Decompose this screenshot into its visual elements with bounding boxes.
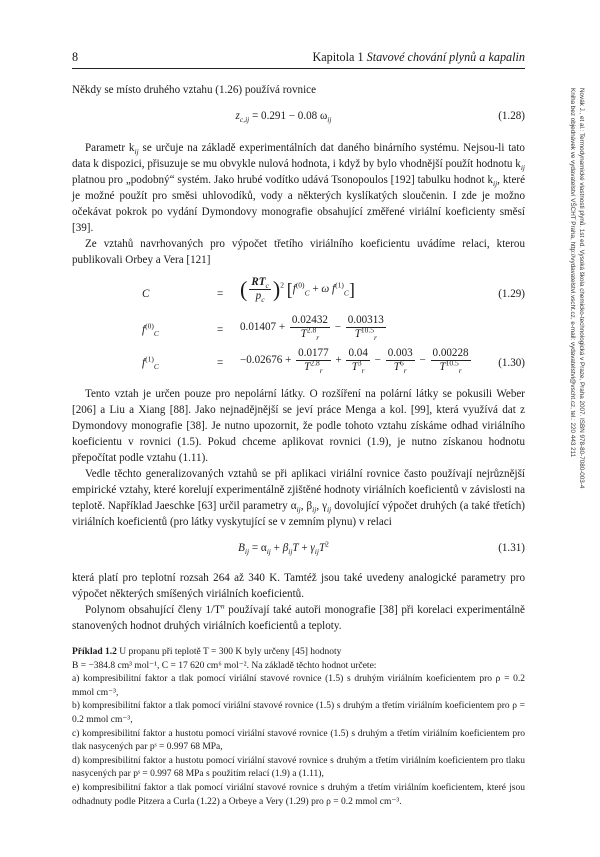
chapter-name: Stavové chování plynů a kapalin (366, 50, 525, 64)
example-values: B = −384.8 cm³ mol⁻¹, C = 17 620 cm⁶ mol⁻². Na základě těchto hodnot určete: (72, 660, 377, 671)
paragraph-3: Ze vztahů navrhovaných pro výpočet třetího viriálního koeficientu uvádíme relaci, kterou publikovali Orbey a Vera [121] (72, 238, 525, 266)
example-1-2 (72, 646, 525, 809)
equation-number: (1.29) (498, 288, 525, 300)
page-number: 8 (72, 50, 79, 64)
paragraph-6: která platí pro teplotní rozsah 264 až 340 K. Tamtéž jsou také uvedeny analogické parametry pro výpočet některých smíšených viriálních koeficientů. (72, 572, 525, 600)
equation-1-31: $B_{ij} = \alpha_{ij} + \beta_{ij}T + \gamma_{ij}T^2$ (1.31) (238, 539, 525, 557)
side-note-line-2: Kniha bez objednávek ve vydavatelství VŠCHT Praha, http://vydavatelstvi.vscht.cz, e-mail: vydavatelstvi@vscht.cz, tel.: 220 443 211 (569, 88, 576, 458)
paragraph-1: Někdy se místo druhého vztahu (1.26) používá rovnice (72, 84, 316, 96)
equation-number: (1.30) (498, 357, 525, 369)
equation-1-29: C = ( $\frac{RT_c}{p_c}$ )$^2$ [$f^{(0)}_C + \omega$ $f^{(1)}_C$] (1.29) (142, 276, 525, 305)
example-item-a: a) kompresibilitní faktor a tlak pomocí viriální stavové rovnice (1.5) s druhým viriálním koeficientem pro ρ = 0.2 mmol cm⁻³, (72, 674, 525, 698)
equation-fc0: $f^{(0)}_C$ = 0.01407 + $\frac{0.02432}{T^{2.8}_r}$ − $\frac{0.00313}{T^{10.5}_r}$ (142, 314, 384, 343)
paragraph-4: Tento vztah je určen pouze pro nepolární látky. O rozšíření na polární látky se pokusili Weber [206] a Liu a Xiang [88]. Jako nejnadějnější se jeví práce Menga a kol. [99], která využívá dat z Dymondovy monografie [38]. Je nutno upozornit, že podle tohoto vztahu získáme odhad viriálního koeficientu v rovnici (1.5). Pokud chceme aplikovat rovnici (1.9), je nutno získanou hodnotu přepočítat podle vztahu (1.11). (72, 388, 525, 464)
example-item-c: c) kompresibilitní faktor a hustotu pomocí viriální stavové rovnice (1.5) s druhým a třetím viriálním koeficientem pro tlak nasycených par pˢ = 0.997 68 MPa, (72, 728, 525, 753)
example-item-b: b) kompresibilitní faktor a tlak pomocí viriální stavové rovnice (1.5) s druhým a třetím viriálním koeficientem pro ρ = 0.2 mmol cm⁻³, (72, 701, 525, 725)
running-head (72, 50, 525, 66)
example-item-d: d) kompresibilitní faktor a hustotu pomocí viriální stavové rovnice s druhým a třetím viriálním koeficientem pro tlaku nasycených par pˢ = 0.997 68 MPa s použitím relací (1.9) a (1.11), (72, 755, 525, 780)
example-item-e: e) kompresibilitní faktor a tlak pomocí viriální stavové rovnice s druhým a třetím viriálním koeficientem, které jsou odhadnuty podle Pitzera a Curla (1.22) a Orbeye a Very (1.29) pro ρ = 0.2 mmol cm⁻³. (72, 782, 525, 807)
example-title: Příklad 1.2 (72, 647, 117, 657)
example-intro: U propanu při teplotě T = 300 K byly určeny [45] hodnoty (116, 647, 342, 657)
equation-number: (1.31) (498, 542, 525, 554)
equation-number: (1.28) (498, 110, 525, 122)
paragraph-5: Vedle těchto generalizovaných vztahů se při aplikaci viriální rovnice často používají nejrůznější empirické vztahy, které korelují experimentálně zjištěné hodnoty viriálních koeficientů v závislosti na teplotě. Například Jaeschke [63] určil parametry $\alpha_{ij}$, $\beta_{ij}$, $\gamma_{ij}$ dovolující výpočet druhých (a také třetích) viriálních koeficientů (pro látky vyskytující se v zemním plynu) v relaci (72, 468, 525, 528)
side-note-line-1: Novák J., et al.: Termodynamické vlastnosti plynů. 1st ed. Vysoká škola chemicko-technologická v Praze, Praha 2007. ISBN 978-80-7080-003-4 (578, 88, 585, 489)
side-copyright-note (568, 88, 586, 488)
chapter-label: Kapitola 1 (312, 50, 364, 64)
chapter-title (312, 50, 525, 65)
paragraph-2: Parametr $k_{ij}$ se určuje na základě experimentálních dat daného binárního systému. Nejsou-li tato data k dispozici, přisuzuje se mu obvykle nulová hodnota, i když by bylo vhodnější použít hodnotu $k_{ij}$ platnou pro „podobný“ systém. Jako hrubé vodítko udává Tsonopoulos [192] tabulku hodnot $k_{ij}$, které je možné použít pro směsi uhlovodíků, vody a některých kyslíkatých sloučenin. I zde je možno očekávat pokrok po vydání Dymondovy monografie obsahující změřené viriální koeficienty směsí [39]. (72, 142, 526, 234)
equation-1-30: $f^{(1)}_C$ = −0.02676 + $\frac{0.0177}{T^{2.8}_r}$ + $\frac{0.04}{T^3_r}$ − $\frac{0.003}{T^6_r}$ − $\frac{0.00228}{T^{10.5}_r}$ (1.30) (142, 347, 525, 376)
main-text (72, 82, 525, 809)
equation-1-28: $z_{c,ij} = 0.291 - 0.08$ $\omega_{ij}$ (1.28) (235, 110, 525, 125)
paragraph-7: Polynom obsahující členy $1/T^n$ používají také autoři monografie [38] při korelaci experimentálně stanovených hodnot druhých viriálních koeficientů a teploty. (72, 601, 525, 632)
header-rule (72, 68, 525, 69)
equations-1-29-1-30 (72, 276, 525, 380)
